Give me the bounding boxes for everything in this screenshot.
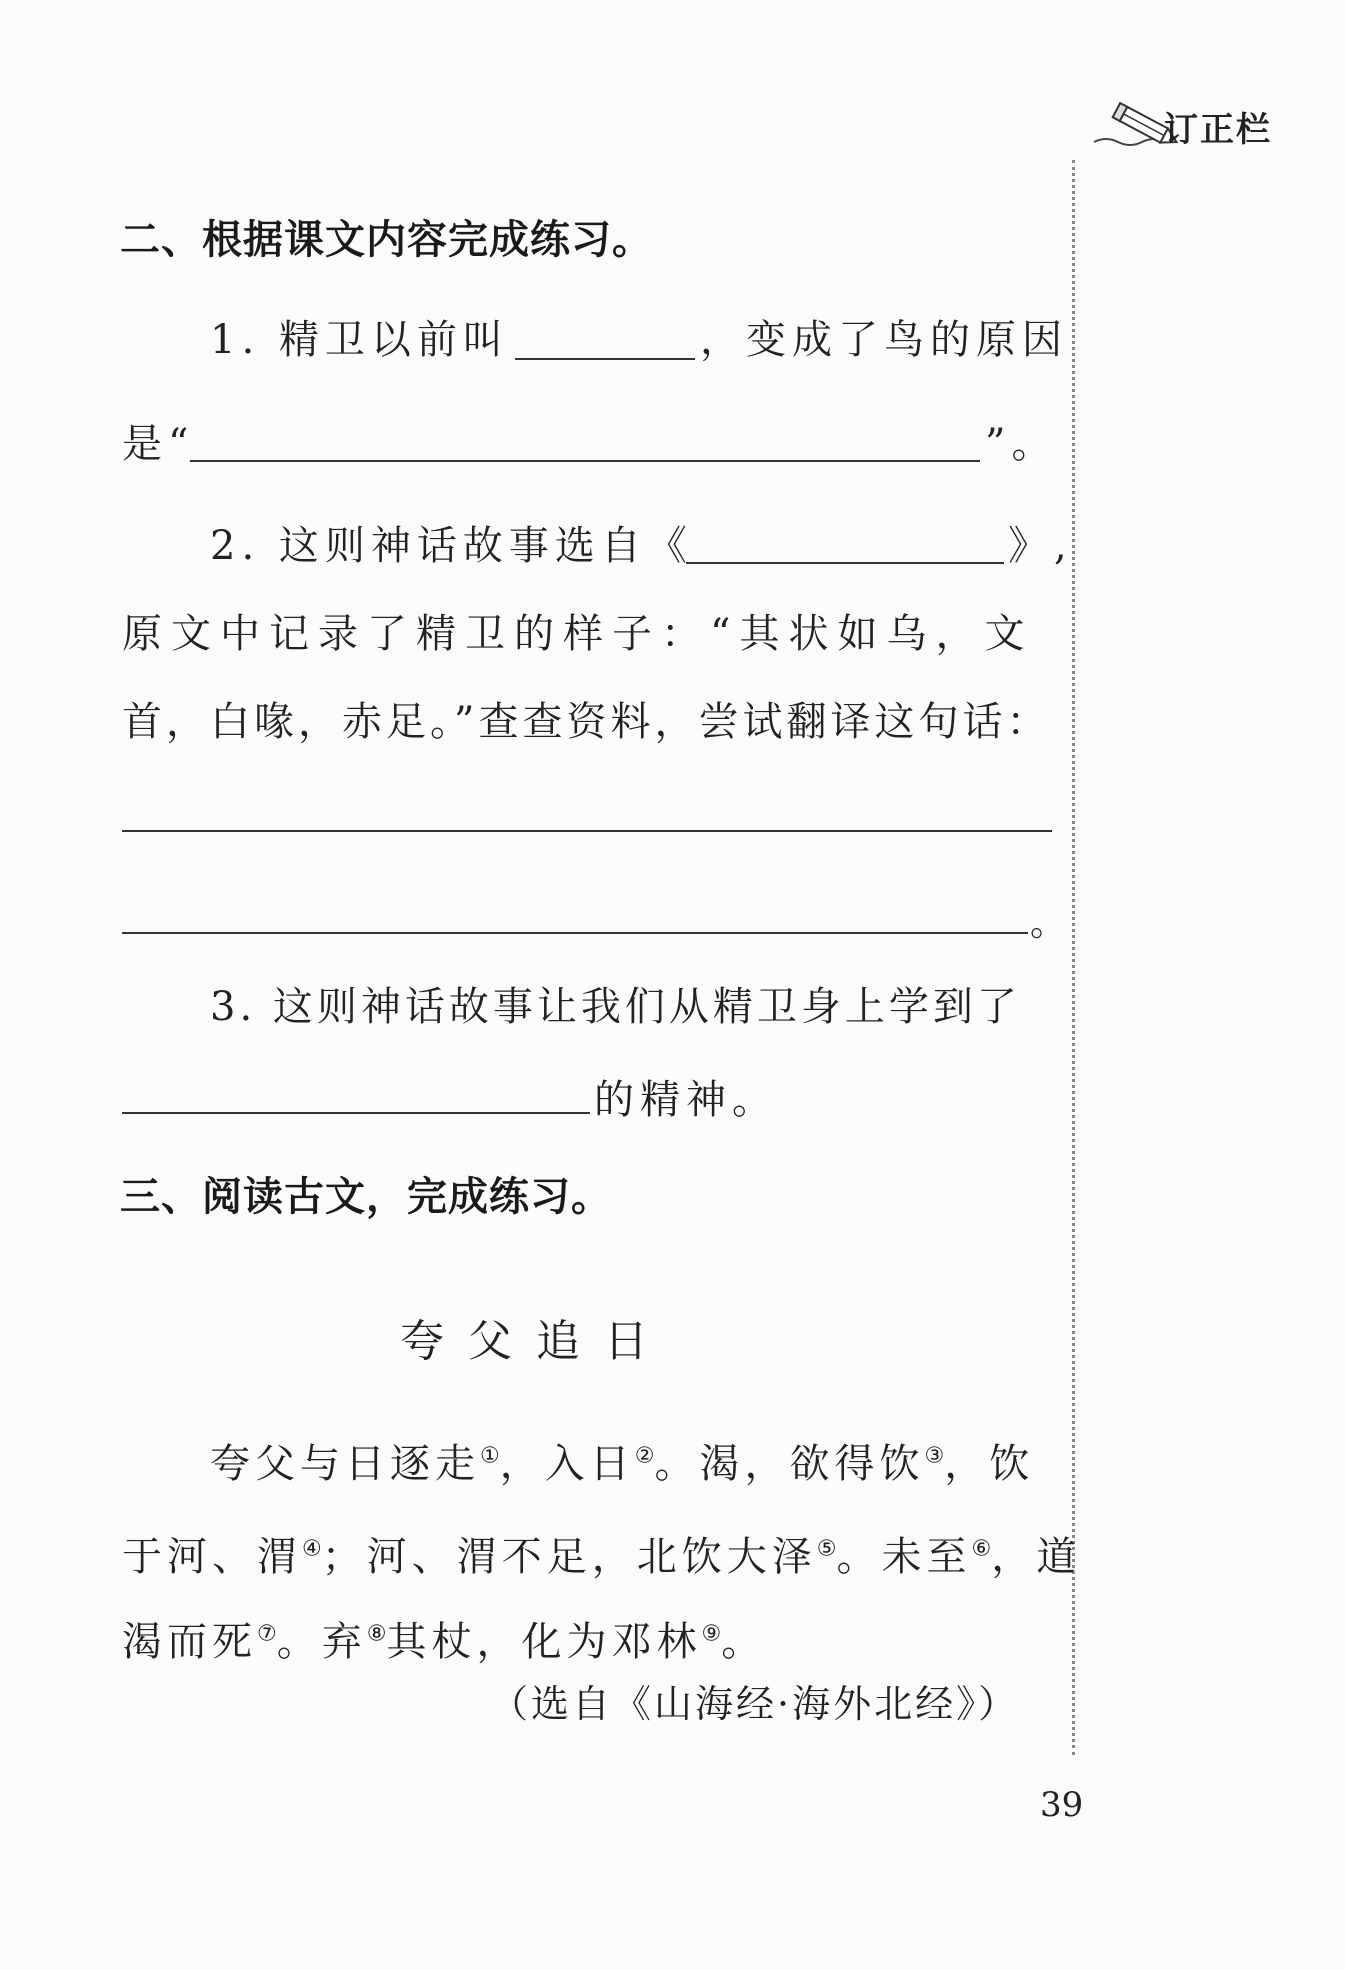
q2-end-mark: 。 — [1030, 903, 1073, 944]
q1-line1-text: 1. 精卫以前叫 — [210, 317, 509, 363]
q2-line1-end: 》, — [1008, 523, 1073, 569]
passage-line-3: 渴而死⑦。弃⑧其杖，化为邓林⑨。 — [122, 1619, 767, 1665]
page-number: 39 — [1040, 1785, 1084, 1825]
passage-source: （选自《山海经·海外北经》） — [490, 1682, 1020, 1726]
q3-line2-end: 的精神。 — [594, 1077, 778, 1123]
q3-line1-text: 3. 这则神话故事让我们从精卫身上学到了 — [210, 984, 1021, 1030]
q2-blank-translation-1[interactable] — [122, 830, 1052, 832]
correction-column-header — [1080, 98, 1320, 158]
q2-line3-text: 首，白喙，赤足。”查查资料，尝试翻译这句话： — [122, 699, 1051, 745]
q2-blank-source-book[interactable] — [686, 562, 1004, 564]
footnote-5: ⑤ — [816, 1536, 837, 1562]
passage-line-2: 于河、渭④；河、渭不足，北饮大泽⑤。未至⑥，道 — [122, 1534, 1082, 1580]
q1-blank-name[interactable] — [515, 358, 695, 360]
footnote-3: ③ — [924, 1443, 945, 1469]
section2-heading: 二、根据课文内容完成练习。 — [120, 217, 653, 263]
footnote-4: ④ — [302, 1536, 322, 1562]
passage-line-1: 夸父与日逐走①，入日②。渴，欲得饮③，饮 — [210, 1441, 1035, 1487]
footnote-7: ⑦ — [257, 1621, 277, 1647]
q3-blank-spirit[interactable] — [122, 1112, 590, 1114]
section3-heading: 三、阅读古文，完成练习。 — [120, 1174, 612, 1220]
footnote-1: ① — [480, 1443, 500, 1469]
correction-column-label: 订正栏 — [1164, 110, 1272, 150]
q2-blank-translation-2[interactable] — [122, 932, 1028, 934]
footnote-9: ⑨ — [701, 1621, 722, 1647]
q2-line2-text: 原文中记录了精卫的样子：“其状如乌，文 — [122, 611, 1034, 657]
q2-line1-text: 2. 这则神话故事选自《 — [210, 523, 693, 569]
q1-blank-reason[interactable] — [190, 460, 980, 462]
q1-line2-text: 是“ — [122, 421, 195, 467]
correction-column-divider — [1072, 160, 1075, 1755]
footnote-2: ② — [634, 1443, 655, 1469]
passage-title: 夸父追日 — [400, 1316, 672, 1367]
q1-line2-end: ”。 — [985, 421, 1058, 467]
q1-line1-text-b: ，变成了鸟的原因 — [700, 317, 1068, 363]
footnote-8: ⑧ — [366, 1621, 387, 1647]
footnote-6: ⑥ — [971, 1536, 992, 1562]
